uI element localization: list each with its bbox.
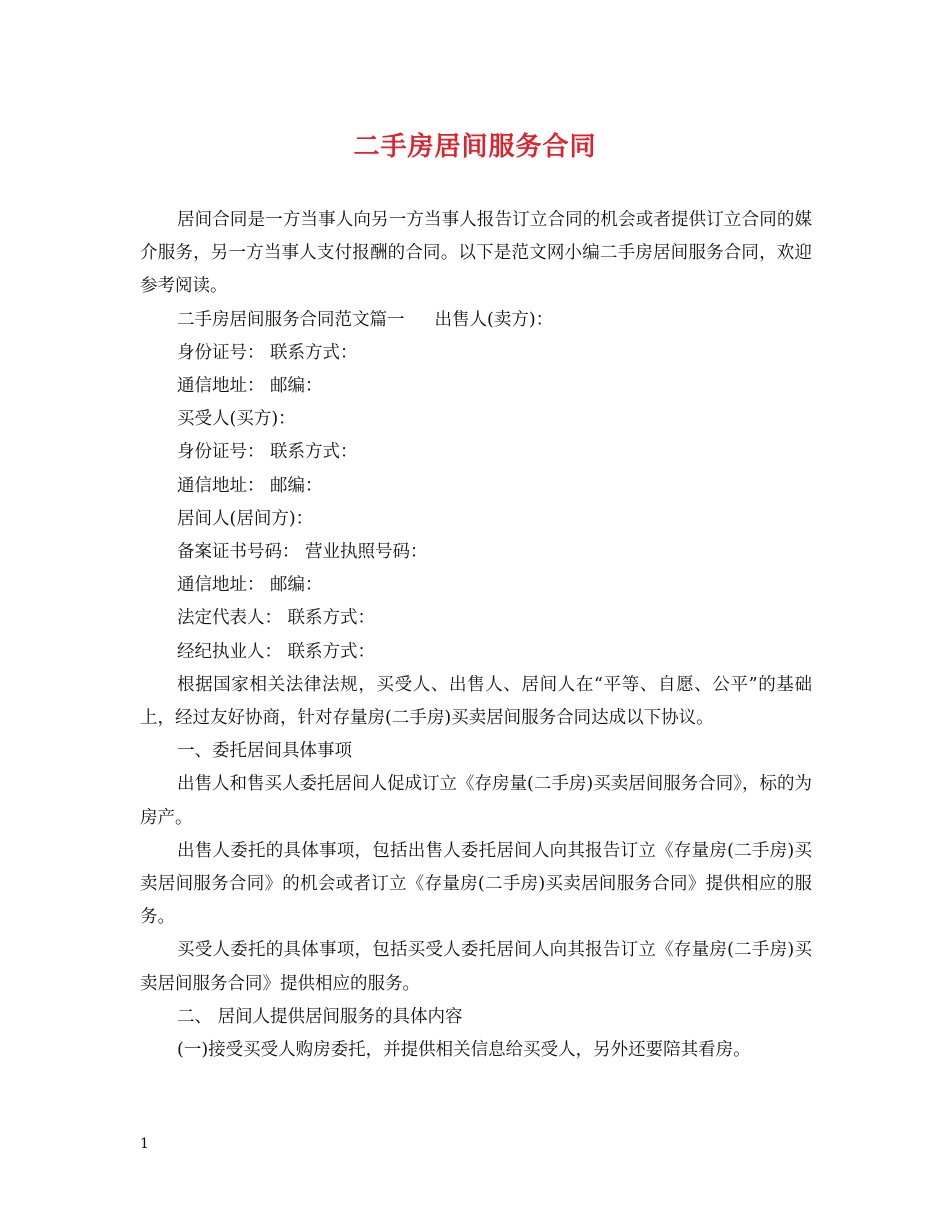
paragraph-seller-address: 通信地址： 邮编： [177, 376, 323, 397]
paragraph-broker-address: 通信地址： 邮编： [177, 575, 323, 596]
paragraph-broker-license: 备案证书号码： 营业执照号码： [177, 542, 428, 563]
document-title: 二手房居间服务合同 [353, 132, 597, 162]
section-heading-1: 一、委托居间具体事项 [177, 741, 352, 762]
seller-label: 出售人(卖方)： [434, 309, 554, 330]
paragraph-legal-rep: 法定代表人： 联系方式： [177, 608, 376, 629]
paragraph-buyer-address: 通信地址： 邮编： [177, 475, 323, 496]
document-body [140, 204, 812, 1067]
paragraph-agreement-basis: 根据国家相关法律法规，买受人、出售人、居间人在“平等、自愿、公平”的基础上，经过友好协商，针对存量房(二手房)买卖居间服务合同达成以下协议。 [140, 674, 812, 729]
paragraph-buyer-entrust: 买受人委托的具体事项，包括买受人委托居间人向其报告订立《存量房(二手房)买卖居间服务合同》提供相应的服务。 [140, 940, 812, 994]
paragraph-agent: 经纪执业人： 联系方式： [177, 641, 376, 662]
paragraph-seller-id: 身份证号： 联系方式： [177, 342, 358, 363]
paragraph-seller-entrust: 出售人委托的具体事项，包括出售人委托居间人向其报告订立《存量房(二手房)买卖居间服务合同》的机会或者订立《存量房(二手房)买卖居间服务合同》提供相应的服务。 [140, 840, 812, 928]
paragraph-sample-heading-line [140, 304, 812, 337]
paragraph-buyer-id: 身份证号： 联系方式： [177, 442, 358, 463]
paragraph-buyer-label: 买受人(买方)： [177, 409, 296, 430]
page-number: 1 [140, 1136, 149, 1152]
paragraph-entrust: 出售人和售买人委托居间人促成订立《存房量(二手房)买卖居间服务合同》，标的为 房产。 [140, 774, 812, 828]
paragraph-service-1: (一)接受买受人购房委托，并提供相关信息给买受人，另外还要陪其看房。 [177, 1040, 751, 1061]
section-heading-2: 二、 居间人提供居间服务的具体内容 [177, 1006, 463, 1027]
paragraph-intro: 居间合同是一方当事人向另一方当事人报告订立合同的机会或者提供订立合同的媒介服务，另一方当事人支付报酬的合同。以下是范文网小编二手房居间服务合同，欢迎参考阅读。 [140, 210, 812, 297]
sample-heading: 二手房居间服务合同范文篇一 [177, 309, 405, 330]
paragraph-broker-label: 居间人(居间方)： [177, 508, 314, 529]
